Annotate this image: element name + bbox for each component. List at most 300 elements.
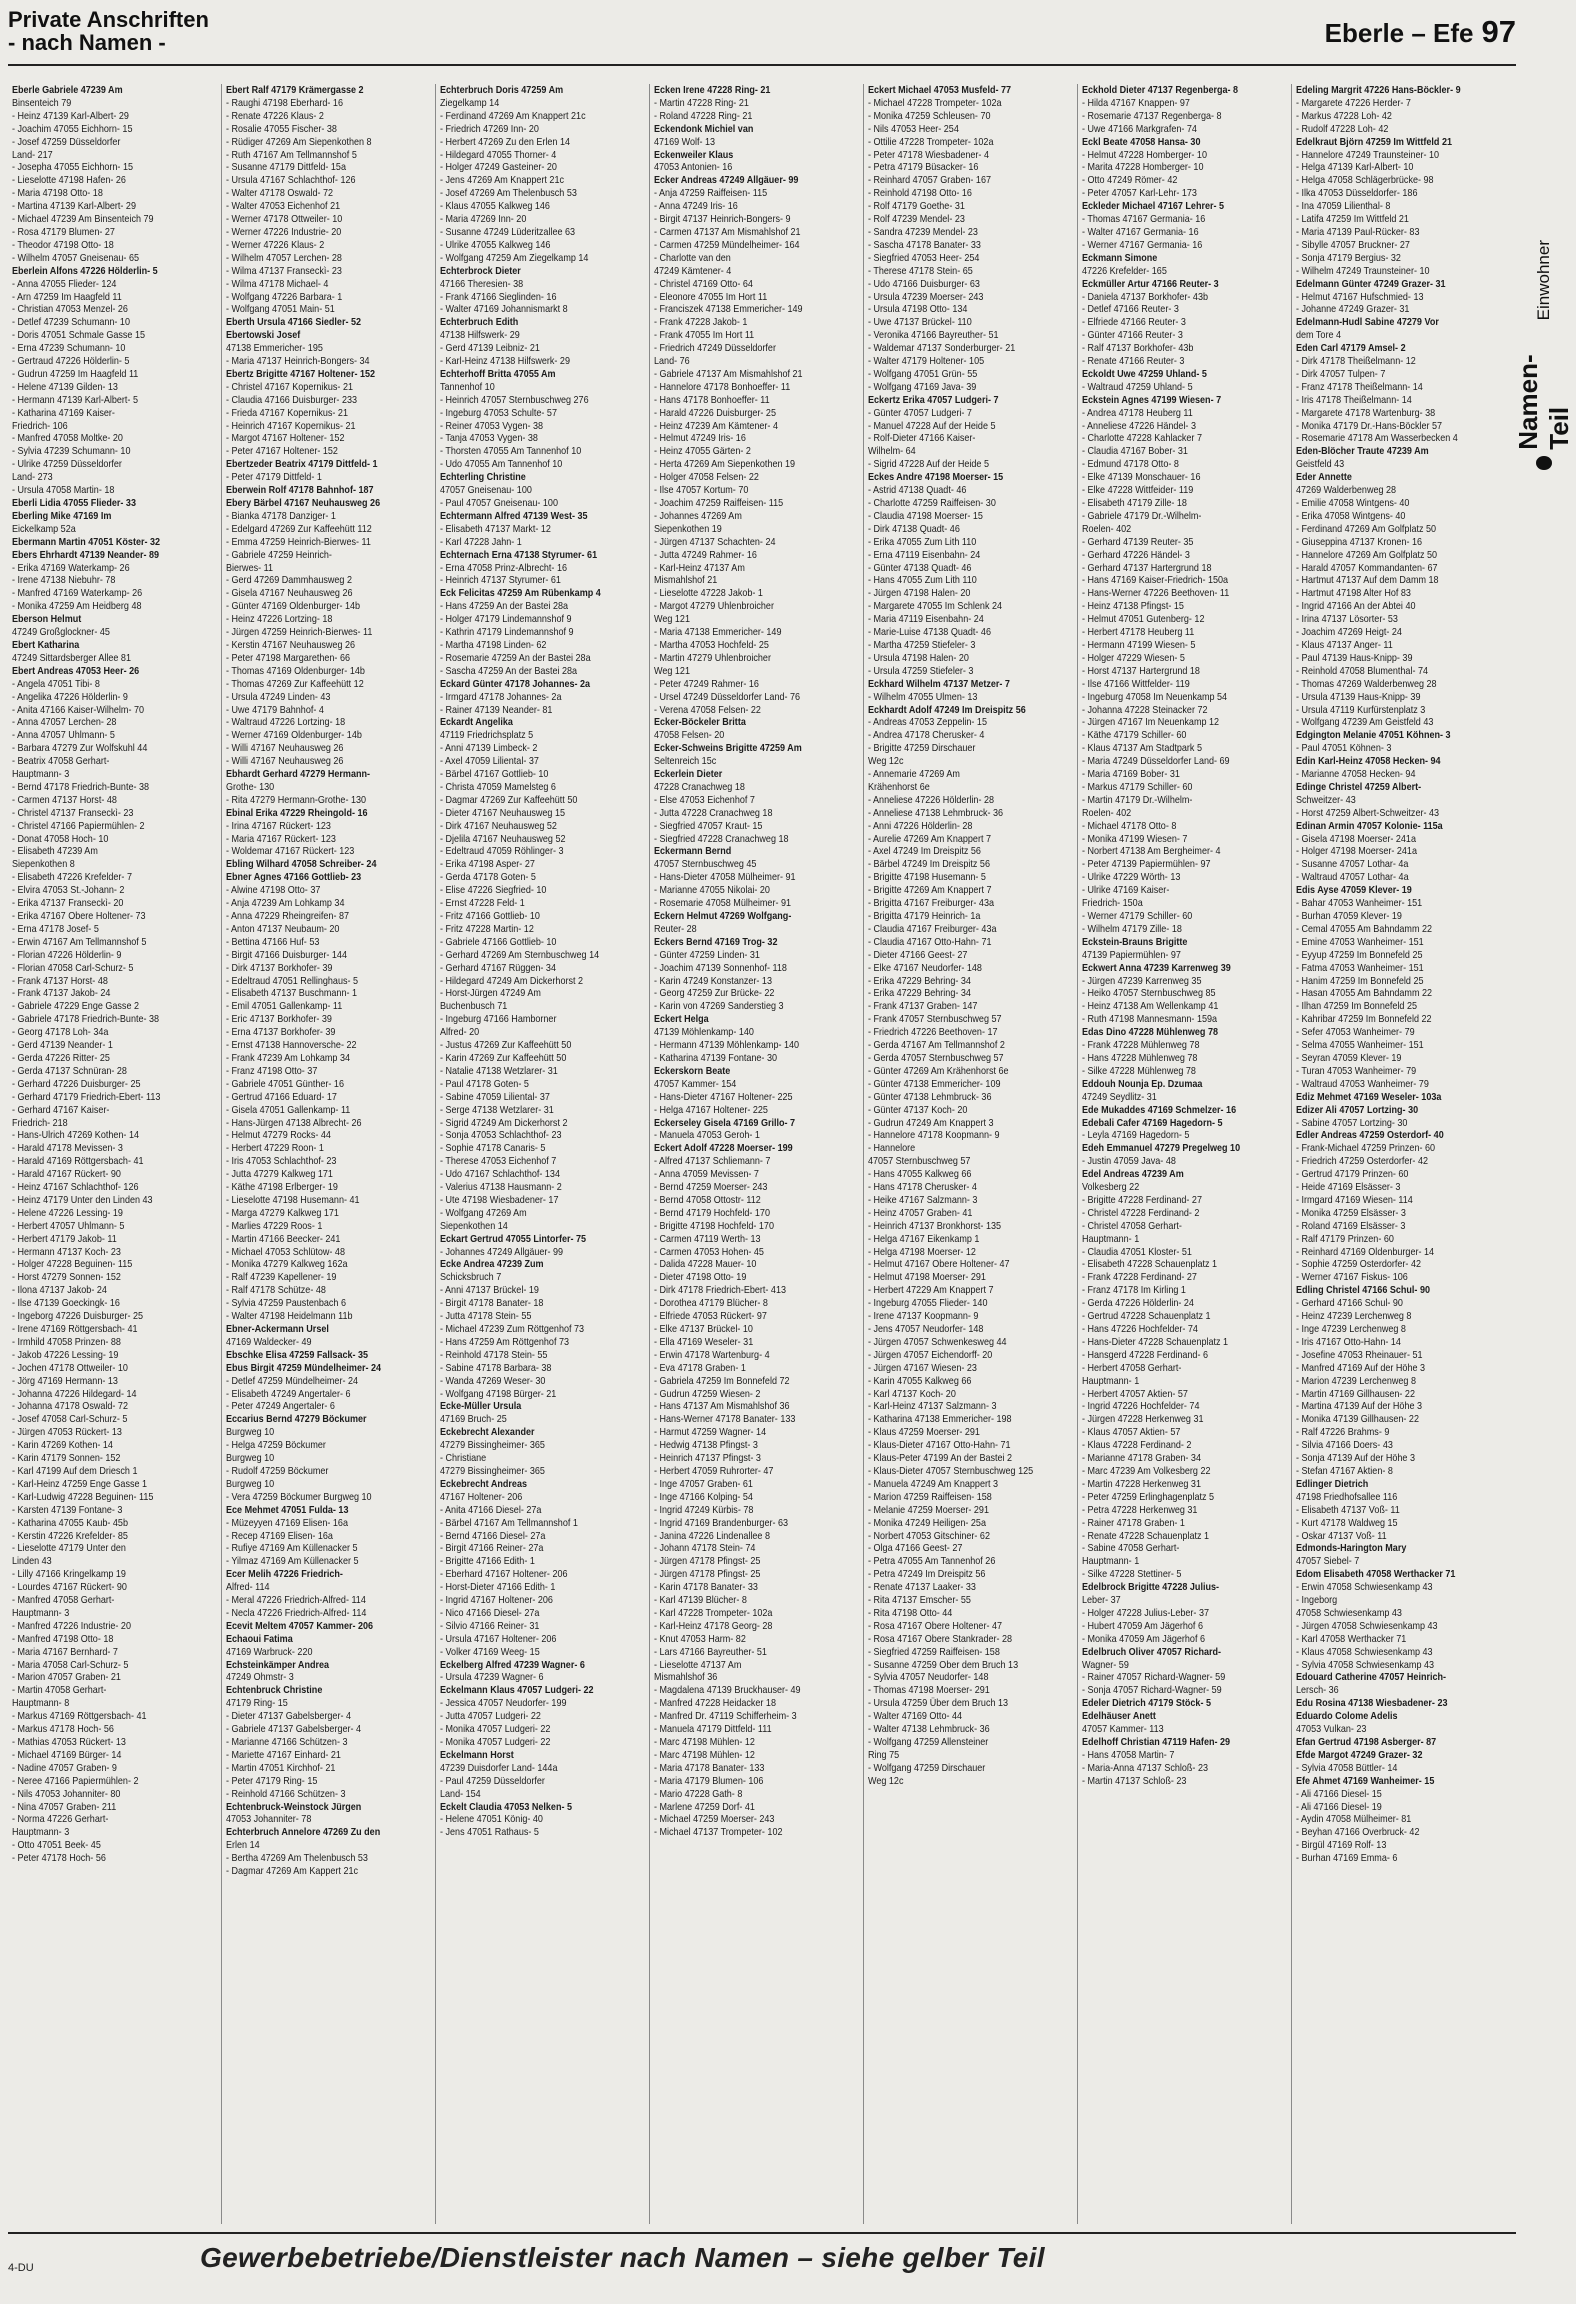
directory-entry: - Ursula 47058 Martin- 18 — [12, 484, 115, 497]
surname-entry: Eberling Mike 47169 Im — [12, 509, 112, 522]
directory-entry: - Manfred 47169 Auf der Höhe 3 — [1296, 1361, 1426, 1374]
page-range-header — [1325, 14, 1516, 50]
directory-entry: - Marianne 47055 Nikolai- 20 — [654, 884, 770, 897]
directory-entry: - Katharina 47139 Fontane- 30 — [654, 1051, 778, 1064]
directory-entry: - Heinz 47055 Gärten- 2 — [654, 445, 751, 458]
directory-entry: - Heinz 47138 Pfingst- 15 — [1082, 600, 1184, 613]
directory-entry: - Elisabeth 47249 Angertaler- 6 — [226, 1387, 351, 1400]
directory-entry: - Erika 47198 Asper- 27 — [440, 858, 535, 871]
directory-entry: Weg 121 — [654, 613, 690, 626]
directory-entry: - Volker 47169 Weeg- 15 — [440, 1645, 540, 1658]
directory-entry: - Ingeburg 47055 Flieder- 140 — [868, 1297, 988, 1310]
surname-entry: Echterling Christine — [440, 471, 526, 484]
directory-entry: - Holger 47249 Gasteiner- 20 — [440, 161, 557, 174]
directory-entry: Alfred- 20 — [440, 1026, 480, 1039]
directory-entry: - Jürgen 47167 Im Neuenkamp 12 — [1082, 716, 1220, 729]
directory-entry: - Doris 47051 Schmale Gasse 15 — [12, 329, 146, 342]
directory-entry: Krähenhorst 6e — [868, 780, 930, 793]
directory-entry: - Peter 47057 Karl-Lehr- 173 — [1082, 187, 1197, 200]
surname-entry: Eckl Beate 47058 Hansa- 30 — [1082, 135, 1201, 148]
directory-entry: - Marc 47198 Mühlen- 12 — [654, 1748, 755, 1761]
surname-entry: Eckert Michael 47053 Musfeld- 77 — [868, 84, 1012, 96]
directory-entry: - Josef 47259 Düsseldorfer — [12, 135, 121, 148]
directory-entry: - Norma 47226 Gerhart- — [12, 1813, 109, 1826]
surname-entry: Edling Christel 47166 Schul- 90 — [1296, 1284, 1430, 1297]
directory-entry: - Joachim 47269 Heigt- 24 — [1296, 626, 1402, 639]
surname-entry: Eckert Helga — [654, 1013, 709, 1026]
directory-entry: - Frank 47228 Mühlenweg 78 — [1082, 1039, 1200, 1052]
directory-entry: Burgweg 10 — [226, 1452, 275, 1465]
directory-entry: - Harald 47169 Röttgersbach- 41 — [12, 1155, 144, 1168]
surname-entry: Eder Annette — [1296, 471, 1352, 484]
directory-entry: - Michael 47239 Zum Röttgenhof 73 — [440, 1323, 585, 1335]
directory-entry: 47139 Papiermühlen- 97 — [1082, 948, 1181, 961]
directory-entry: - Ingeborg 47226 Duisburger- 25 — [12, 1310, 144, 1323]
directory-entry: - Heinrich 47137 Pfingst- 3 — [654, 1452, 761, 1465]
directory-entry: - Ursula 47259 Stiefeler- 3 — [868, 664, 974, 677]
directory-entry: - Elisabeth 47179 Zille- 18 — [1082, 497, 1187, 509]
directory-entry: - Manfred 47198 Otto- 18 — [12, 1632, 114, 1645]
directory-entry: - Horst 47137 Hartergrund 18 — [1082, 664, 1200, 677]
directory-entry: - Vera 47259 Böckumer Burgweg 10 — [226, 1490, 372, 1503]
surname-entry: Eberle Gabriele 47239 Am — [12, 84, 123, 96]
directory-entry: - Jürgen 47259 Heinrich-Bierwes- 11 — [226, 626, 373, 639]
surname-entry: Echtenbruck Christine — [226, 1684, 323, 1697]
bullet-icon — [1536, 456, 1552, 470]
directory-entry: - Hans 47226 Hochfelder- 74 — [1082, 1323, 1198, 1335]
directory-entry: - Christel 47167 Kopernikus- 21 — [226, 380, 353, 393]
directory-entry: - Walter 47198 Heidelmann 11b — [226, 1310, 353, 1323]
directory-entry: - Gerda 47137 Schnüran- 28 — [12, 1064, 127, 1077]
directory-entry: - Karin 47055 Kalkweg 66 — [868, 1374, 972, 1387]
directory-entry: - Gerhard 47226 Duisburger- 25 — [12, 1077, 141, 1090]
directory-entry: - Anna 47059 Mevissen- 7 — [654, 1168, 759, 1181]
directory-entry: - Sylvia 47058 Büttler- 14 — [1296, 1761, 1398, 1774]
directory-entry: - Birgit 47137 Heinrich-Bongers- 9 — [654, 213, 791, 226]
directory-entry: - Gisela 47198 Moerser- 241a — [1296, 832, 1416, 845]
directory-entry: - Christel 47058 Gerhart- — [1082, 1219, 1182, 1232]
directory-entry: - Arn 47259 Im Haagfeld 11 — [12, 290, 122, 303]
directory-entry: - Fatma 47053 Wanheimer- 151 — [1296, 961, 1424, 974]
directory-entry: - Helmut 47167 Hufschmied- 13 — [1296, 290, 1424, 303]
surname-entry: Eckard Günter 47178 Johannes- 2a — [440, 677, 591, 690]
directory-entry: - Dirk 47138 Quadt- 46 — [868, 522, 960, 535]
directory-entry: - Gerhard 47269 Am Sternbuschweg 14 — [440, 948, 600, 961]
surname-entry: Eckelt Claudia 47053 Nelken- 5 — [440, 1800, 573, 1813]
directory-entry: - Uwe 47137 Brückel- 110 — [868, 316, 972, 329]
directory-entry: - Elke 47137 Brückel- 10 — [654, 1323, 753, 1335]
directory-entry: - Johann 47178 Stein- 74 — [654, 1542, 756, 1555]
directory-entry: - Michael 47228 Trompeter- 102a — [868, 96, 1002, 109]
directory-entry: - Erna 47178 Josef- 5 — [12, 922, 99, 935]
surname-entry: Eckhard Wilhelm 47137 Metzer- 7 — [868, 677, 1010, 690]
directory-entry: - Marita 47228 Homberger- 10 — [1082, 161, 1204, 174]
section-tab-title: Namen-Teil — [1513, 354, 1574, 450]
directory-entry: - Petra 47228 Herkenweg 31 — [1082, 1503, 1198, 1516]
directory-entry: - Detlef 47259 Mündelheimer- 24 — [226, 1374, 359, 1387]
directory-entry: - Karin 47269 Kothen- 14 — [12, 1439, 113, 1452]
directory-entry: - Johanna 47228 Steinacker 72 — [1082, 703, 1208, 716]
directory-entry: - Elfriede 47166 Reuter- 3 — [1082, 316, 1186, 329]
directory-entry: - Elisabeth 47137 Voß- 11 — [1296, 1503, 1400, 1516]
directory-entry: - Reinhold 47058 Blumenthal- 74 — [1296, 664, 1429, 677]
directory-entry: - Petra 47249 Im Dreispitz 56 — [868, 1568, 986, 1581]
surname-entry: Edizer Ali 47057 Lortzing- 30 — [1296, 1103, 1419, 1116]
directory-entry: - Monika 47279 Kalkweg 162a — [226, 1258, 348, 1271]
directory-entry: - Susanne 47179 Dittfeld- 15a — [226, 161, 346, 174]
directory-entry: - Helga 47259 Böckumer — [226, 1439, 326, 1452]
directory-entry: - Klaus 47058 Schwiesenkamp 43 — [1296, 1645, 1433, 1658]
directory-entry: - Gertrud 47179 Prinzen- 60 — [1296, 1168, 1409, 1181]
directory-entry: - Rosalie 47055 Fischer- 38 — [226, 122, 337, 135]
directory-entry: 47198 Friedhofsallee 116 — [1296, 1490, 1398, 1503]
directory-entry: - Ralf 47239 Kapellener- 19 — [226, 1271, 337, 1284]
directory-entry: - Bernd 47166 Diesel- 27a — [440, 1529, 546, 1542]
directory-entry: - Udo 47167 Schlachthof- 134 — [440, 1168, 560, 1181]
directory-entry: - Siegfried 47053 Heer- 254 — [868, 251, 980, 264]
directory-entry: - Paul 47051 Köhnen- 3 — [1296, 742, 1392, 755]
directory-entry: - Marion 47239 Lerchenweg 8 — [1296, 1374, 1416, 1387]
directory-entry: - Dirk 47178 Theißelmann- 12 — [1296, 355, 1416, 368]
directory-entry: - Harald 47167 Rückert- 90 — [12, 1168, 121, 1181]
directory-entry: - Hanim 47259 Im Bonnefeld 25 — [1296, 974, 1424, 987]
directory-entry: - Georg 47259 Zur Brücke- 22 — [654, 987, 775, 1000]
directory-entry: - Sascha 47259 An der Bastei 28a — [440, 664, 578, 677]
directory-entry: - Maria 47249 Düsseldorfer Land- 69 — [1082, 755, 1230, 768]
directory-entry: 47057 Siebel- 7 — [1296, 1555, 1360, 1568]
surname-entry: Edis Ayse 47059 Klever- 19 — [1296, 884, 1412, 897]
directory-entry: - Dieter 47166 Geest- 27 — [868, 948, 968, 961]
directory-entry: - Alfred 47137 Schliemann- 7 — [654, 1155, 771, 1168]
directory-entry: - Claudia 47198 Moerser- 15 — [868, 509, 983, 522]
directory-entry: - Karl-Heinz 47137 Salzmann- 3 — [868, 1400, 997, 1413]
surname-entry: Eckert Adolf 47228 Moerser- 199 — [654, 1142, 793, 1155]
directory-entry: Buchenbusch 71 — [440, 1000, 508, 1013]
directory-entry: - Klaus 47137 Anger- 11 — [1296, 638, 1393, 651]
directory-entry: Siepenkothen 14 — [440, 1219, 508, 1232]
directory-entry: - Jürgen 47058 Schwiesenkamp 43 — [1296, 1619, 1438, 1632]
directory-entry: - Ulrike 47259 Düsseldorfer — [12, 458, 122, 471]
directory-entry: - Karl 47228 Jahn- 1 — [440, 535, 522, 548]
directory-entry: - Dirk 47167 Neuhausweg 52 — [440, 819, 557, 832]
directory-entry: - Jürgen 47057 Eichendorff- 20 — [868, 1348, 993, 1361]
surname-entry: Eckleder Michael 47167 Lehrer- 5 — [1082, 200, 1225, 213]
directory-entry: - Uwe 47166 Markgrafen- 74 — [1082, 122, 1197, 135]
directory-entry: - Peter 47249 Angertaler- 6 — [226, 1400, 335, 1413]
directory-entry: - Jutta 47057 Ludgeri- 22 — [440, 1710, 541, 1723]
directory-entry: - Christel 47169 Otto- 64 — [654, 277, 753, 290]
directory-entry: - Johanne 47249 Grazer- 31 — [1296, 303, 1410, 316]
directory-entry: - Elke 47228 Wittfeider- 119 — [1082, 484, 1194, 497]
directory-entry: - Wilhelm 47055 Ulmen- 13 — [868, 690, 978, 703]
directory-entry: - Frank 47239 Am Lohkamp 34 — [226, 1051, 350, 1064]
directory-entry: - Martina 47139 Karl-Albert- 29 — [12, 200, 136, 213]
directory-entry: - Serge 47138 Wetzlarer- 31 — [440, 1103, 554, 1116]
directory-entry: 47228 Cranachweg 18 — [654, 780, 745, 793]
directory-entry: - Gerd 47139 Neander- 1 — [12, 1039, 113, 1052]
directory-entry: - Karl-Heinz 47137 Am — [654, 561, 745, 574]
directory-entry: - Nico 47166 Diesel- 27a — [440, 1606, 540, 1619]
directory-entry: - Wanda 47269 Weser- 30 — [440, 1374, 546, 1387]
directory-entry: - Andrea 47178 Cherusker- 4 — [868, 729, 985, 742]
directory-entry: - Maria 47179 Blumen- 106 — [654, 1774, 764, 1787]
directory-entry: - Ina 47059 Lilienthal- 8 — [1296, 200, 1391, 213]
directory-entry: - Frank-Michael 47259 Prinzen- 60 — [1296, 1142, 1436, 1155]
directory-entry: - Ingeburg 47058 Im Neuenkamp 54 — [1082, 690, 1228, 703]
directory-entry: - Martin 47279 Uhlenbroicher — [654, 651, 771, 664]
directory-entry: - Heinz 47239 Lerchenweg 8 — [1296, 1310, 1412, 1323]
directory-entry: - Siegfried 47259 Raiffeisen- 158 — [868, 1645, 1000, 1658]
surname-entry: Ebus Birgit 47259 Mündelheimer- 24 — [226, 1361, 382, 1374]
surname-entry: Ebert Ralf 47179 Krämergasse 2 — [226, 84, 364, 96]
directory-entry: - Ursula 47198 Otto- 134 — [868, 303, 968, 316]
surname-entry: Eckebrecht Andreas — [440, 1477, 527, 1490]
directory-entry: 47249 Seydlitz- 31 — [1082, 1090, 1157, 1103]
directory-entry: - Jutta 47279 Kalkweg 171 — [226, 1168, 333, 1181]
directory-entry: - Edeltraud 47051 Rellinghaus- 5 — [226, 974, 359, 987]
directory-entry: - Markus 47228 Loh- 42 — [1296, 109, 1392, 122]
directory-entry: - Maria 47169 Bober- 31 — [1082, 768, 1180, 781]
directory-entry: - Sefer 47053 Wanheimer- 79 — [1296, 1026, 1415, 1039]
directory-entry: - Manfred 47058 Moltke- 20 — [12, 432, 123, 445]
running-title — [8, 8, 209, 54]
directory-entry: - Walter 47178 Oswald- 72 — [226, 187, 334, 200]
directory-entry: - Ingeborg — [1296, 1594, 1338, 1607]
directory-entry: 47179 Ring- 15 — [226, 1697, 288, 1710]
directory-entry: - Turan 47053 Wanheimer- 79 — [1296, 1064, 1417, 1077]
directory-entry: - Friedrich 47269 Inn- 20 — [440, 122, 539, 135]
directory-entry: Wagner- 59 — [1082, 1658, 1129, 1671]
directory-entry: - Franz 47178 Im Kirling 1 — [1082, 1284, 1186, 1297]
directory-entry: - Eleonore 47055 Im Hort 11 — [654, 290, 768, 303]
directory-entry: - Frank 47166 Sieglinden- 16 — [440, 290, 557, 303]
header-rule — [8, 64, 1516, 66]
directory-entry: - Inge 47166 Kolping- 54 — [654, 1490, 753, 1503]
directory-entry: - Monika 47249 Heiligen- 25a — [868, 1516, 986, 1529]
directory-entry: - Hans-Werner 47226 Beethoven- 11 — [1082, 587, 1230, 600]
directory-entry: dem Tore 4 — [1296, 329, 1342, 342]
directory-entry: - Valerius 47138 Hausmann- 2 — [440, 1181, 562, 1194]
directory-entry: - Elisabeth 47226 Krefelder- 7 — [12, 871, 132, 884]
directory-entry: - Peter 47178 Hoch- 56 — [12, 1852, 106, 1865]
directory-entry: Ring 75 — [868, 1748, 900, 1761]
directory-entry: - Müzeyyen 47169 Elisen- 16a — [226, 1516, 348, 1529]
directory-entry: - Eric 47137 Borkhofer- 39 — [226, 1013, 332, 1026]
directory-entry: - Hartmut 47137 Auf dem Damm 18 — [1296, 574, 1439, 587]
surname-entry: Eckart Gertrud 47055 Lintorfer- 75 — [440, 1232, 587, 1245]
surname-entry: Ebling Wilhard 47058 Schreiber- 24 — [226, 858, 377, 871]
directory-entry: - Maria 47198 Otto- 18 — [12, 187, 103, 200]
directory-entry: - Karl 47199 Auf dem Driesch 1 — [12, 1464, 138, 1477]
directory-entry: - Anita 47166 Kaiser-Wilhelm- 70 — [12, 703, 145, 716]
directory-entry: - Ursula 47139 Haus-Knipp- 39 — [1296, 690, 1421, 703]
directory-entry: - Hedwig 47138 Pfingst- 3 — [654, 1439, 758, 1452]
directory-entry: - Hans 47228 Mühlenweg 78 — [1082, 1051, 1198, 1064]
directory-entry: - Christian 47053 Menzel- 26 — [12, 303, 128, 316]
directory-entry: - Bahar 47053 Wanheimer- 151 — [1296, 897, 1423, 910]
surname-entry: Ecker-Böckeler Britta — [654, 716, 746, 729]
directory-entry: - Dirk 47057 Tulpen- 7 — [1296, 367, 1386, 380]
directory-entry: - Katharina 47138 Emmericher- 198 — [868, 1413, 1012, 1426]
directory-entry: - Martha 47053 Hochfeld- 25 — [654, 638, 769, 651]
directory-entry: - Lieselotte 47137 Am — [654, 1658, 742, 1671]
surname-entry: Edelmann-Hudl Sabine 47279 Vor — [1296, 316, 1439, 329]
directory-entry: - Neree 47166 Papiermühlen- 2 — [12, 1774, 139, 1787]
surname-entry: Ecke Andrea 47239 Zum — [440, 1258, 544, 1271]
surname-entry: Edinge Christel 47259 Albert- — [1296, 780, 1422, 793]
directory-entry: - Jens 47057 Neudorfer- 148 — [868, 1323, 984, 1335]
directory-entry: - Irmgard 47169 Wiesen- 114 — [1296, 1193, 1413, 1206]
directory-entry: - Johanna 47178 Oswald- 72 — [12, 1400, 128, 1413]
directory-entry: Roelen- 402 — [1082, 522, 1132, 535]
directory-entry: - Sonja 47179 Bergius- 32 — [1296, 251, 1401, 264]
directory-entry: - Werner 47226 Industrie- 20 — [226, 225, 342, 238]
directory-entry: - Renate 47226 Klaus- 2 — [226, 109, 324, 122]
directory-entry: - Herbert 47058 Gerhart- — [1082, 1361, 1182, 1374]
directory-entry: - Gerd 47139 Leibniz- 21 — [440, 342, 540, 355]
directory-entry: - Hilda 47167 Knappen- 97 — [1082, 96, 1190, 109]
directory-entry: - Holger 47229 Wiesen- 5 — [1082, 651, 1185, 664]
directory-entry: - Bernd 47178 Friedrich-Bunte- 38 — [12, 780, 150, 793]
directory-entry: - Franz 47178 Theißelmann- 14 — [1296, 380, 1423, 393]
directory-entry: - Justin 47059 Java- 48 — [1082, 1155, 1176, 1168]
directory-entry: - Erika 47137 Franseckì- 20 — [12, 897, 124, 910]
directory-entry: - Cemal 47055 Am Bahndamm 22 — [1296, 922, 1433, 935]
directory-entry: - Paul 47178 Goten- 5 — [440, 1077, 529, 1090]
directory-entry: Leber- 37 — [1082, 1594, 1121, 1607]
directory-entry: - Anni 47137 Brückel- 19 — [440, 1284, 539, 1297]
directory-entry: 47053 Vulkan- 23 — [1296, 1723, 1367, 1736]
directory-entry: 47239 Duisdorfer Land- 144a — [440, 1761, 558, 1774]
directory-entry: - Thomas 47269 Walderbenweg 28 — [1296, 677, 1437, 690]
directory-entry: - Margarete 47226 Herder- 7 — [1296, 96, 1411, 109]
directory-entry: - Elisabeth 47239 Am — [12, 845, 98, 858]
directory-entry: - Waltraud 47259 Uhland- 5 — [1082, 380, 1193, 393]
directory-entry: - Reinhold 47178 Stein- 55 — [440, 1348, 548, 1361]
directory-entry: - Ursula 47198 Halen- 20 — [868, 651, 969, 664]
surname-entry: Eckelmann Horst — [440, 1748, 514, 1761]
directory-entry: 47139 Möhlenkamp- 140 — [654, 1026, 754, 1039]
directory-entry: - Anni 47226 Hölderlin- 28 — [868, 819, 973, 832]
directory-entry: - Angela 47051 Tibi- 8 — [12, 677, 100, 690]
directory-entry: - Frank 47228 Ferdinand- 27 — [1082, 1271, 1197, 1284]
directory-entry: - Karl 47228 Trompeter- 102a — [654, 1606, 773, 1619]
surname-entry: Eberson Helmut — [12, 613, 82, 626]
directory-entry: - Gerhard 47179 Friedrich-Ebert- 113 — [12, 1090, 161, 1103]
directory-entry: - Susanne 47249 Lüderitzallee 63 — [440, 225, 576, 238]
directory-entry: - Katharina 47169 Kaiser- — [12, 406, 115, 419]
surname-entry: Ebermann Martin 47051 Köster- 32 — [12, 535, 161, 548]
directory-entry: - Reinhard 47169 Oldenburger- 14 — [1296, 1245, 1435, 1258]
directory-entry: - Holger 47179 Lindemannshof 9 — [440, 613, 572, 626]
directory-entry: - Irina 47167 Rückert- 123 — [226, 819, 331, 832]
directory-entry: Schicksbruch 7 — [440, 1271, 502, 1284]
surname-entry: Edgington Melanie 47051 Köhnen- 3 — [1296, 729, 1451, 742]
directory-entry: - Gudrun 47259 Wiesen- 2 — [654, 1387, 761, 1400]
directory-entry: - Marion 47259 Raiffeisen- 158 — [868, 1490, 992, 1503]
directory-entry: - Bertha 47269 Am Thelenbusch 53 — [226, 1852, 368, 1865]
directory-entry: 47053 Johanniter- 78 — [226, 1813, 312, 1826]
directory-entry: - Marion 47057 Graben- 21 — [12, 1671, 121, 1684]
directory-entry: - Waltraud 47057 Lothar- 4a — [1296, 871, 1409, 884]
directory-entry: - Jürgen 47057 Schwenkesweg 44 — [868, 1335, 1007, 1348]
directory-entry: - Irene 47169 Röttgersbach- 41 — [12, 1323, 138, 1335]
directory-entry: - Ursula 47249 Linden- 43 — [226, 690, 331, 703]
surname-entry: Ebertzeder Beatrix 47179 Dittfeld- 1 — [226, 458, 378, 471]
directory-entry: - Ursel 47249 Düsseldorfer Land- 76 — [654, 690, 801, 703]
directory-entry: Roelen- 402 — [1082, 806, 1132, 819]
directory-entry: - Holger 47228 Julius-Leber- 37 — [1082, 1606, 1209, 1619]
directory-entry: - Anneliese 47226 Hölderlin- 28 — [868, 793, 995, 806]
directory-entry: - Heinz 47226 Lortzing- 18 — [226, 613, 333, 626]
directory-entry: - Ali 47166 Diesel- 19 — [1296, 1800, 1382, 1813]
directory-entry: - Maria 47139 Paul-Rücker- 83 — [1296, 225, 1420, 238]
directory-entry: - Erika 47169 Waterkamp- 26 — [12, 561, 130, 574]
directory-entry: - Dieter 47198 Otto- 19 — [654, 1271, 747, 1284]
surname-entry: Eckerskorn Beate — [654, 1064, 731, 1077]
directory-entry: - Anni 47139 Limbeck- 2 — [440, 742, 538, 755]
directory-entry: - Nina 47057 Graben- 211 — [12, 1800, 117, 1813]
directory-entry: 47057 Kammer- 113 — [1082, 1723, 1164, 1736]
surname-entry: Eckenweiler Klaus — [654, 148, 734, 161]
surname-entry: Eckardt Angelika — [440, 716, 513, 729]
directory-entry: - Hans 47058 Martin- 7 — [1082, 1748, 1175, 1761]
directory-entry: - Detlef 47166 Reuter- 3 — [1082, 303, 1179, 316]
directory-entry: - Rainer 47057 Richard-Wagner- 59 — [1082, 1671, 1226, 1684]
directory-entry: - Brigitta 47179 Heinrich- 1a — [868, 910, 981, 922]
directory-entry: - Harald 47226 Duisburger- 25 — [654, 406, 776, 419]
directory-entry: - Ferdinand 47269 Am Knappert 21c — [440, 109, 586, 122]
directory-entry: - Martin 47228 Herkenweg 31 — [1082, 1477, 1201, 1490]
directory-entry: Linden 43 — [12, 1555, 52, 1568]
surname-entry: Echterhoff Britta 47055 Am — [440, 367, 556, 380]
directory-entry: - Anita 47166 Diesel- 27a — [440, 1503, 542, 1516]
directory-entry: - Thomas 47198 Moerser- 291 — [868, 1684, 990, 1697]
directory-entry: Burgweg 10 — [226, 1477, 275, 1490]
directory-entry: - Frank 47137 Graben- 147 — [868, 1000, 978, 1013]
surname-entry: Eden Carl 47179 Amsel- 2 — [1296, 342, 1406, 355]
directory-entry: - Ute 47198 Wiesbadener- 17 — [440, 1193, 559, 1206]
directory-entry: 47058 Felsen- 20 — [654, 729, 725, 742]
directory-entry: 47057 Kammer- 154 — [654, 1077, 737, 1090]
directory-entry: - Janina 47226 Lindenallee 8 — [654, 1529, 770, 1542]
directory-entry: Siepenkothen 8 — [12, 858, 75, 871]
directory-entry: - Ilse 47139 Goeckingk- 16 — [12, 1297, 120, 1310]
directory-entry: - Käthe 47179 Schiller- 60 — [1082, 729, 1187, 742]
directory-entry: 47169 Waldecker- 49 — [226, 1335, 312, 1348]
directory-entry: 47249 Sittardsberger Allee 81 — [12, 651, 131, 664]
directory-entry: - Gertrud 47166 Eduard- 17 — [226, 1090, 337, 1103]
directory-entry: - Johanna 47226 Hildegard- 14 — [12, 1387, 137, 1400]
directory-entry: - Gerda 47057 Sternbuschweg 57 — [868, 1051, 1004, 1064]
surname-entry: Edelhäuser Anett — [1082, 1710, 1156, 1723]
directory-entry: - Günter 47138 Quadt- 46 — [868, 561, 972, 574]
surname-entry: Edu Rosina 47138 Wiesbadener- 23 — [1296, 1697, 1448, 1710]
directory-entry: - Birgit 47166 Reiner- 27a — [440, 1542, 544, 1555]
directory-entry: - Detlef 47239 Schumann- 10 — [12, 316, 130, 329]
directory-entry: - Wolfgang 47226 Barbara- 1 — [226, 290, 343, 303]
directory-entry: - Leyla 47169 Hagedorn- 5 — [1082, 1129, 1190, 1142]
directory-entry: 47249 Großglockner- 45 — [12, 626, 110, 639]
directory-entry: - Reinhard 47057 Graben- 167 — [868, 174, 991, 187]
directory-entry: - Jutta 47228 Cranachweg 18 — [654, 806, 773, 819]
directory-entry: - Christel 47166 Papiermühlen- 2 — [12, 819, 145, 832]
directory-entry: - Jutta 47178 Stein- 55 — [440, 1310, 532, 1323]
directory-entry: - Elise 47226 Siegfried- 10 — [440, 884, 547, 897]
directory-entry: - Ruth 47198 Mannesmann- 159a — [1082, 1013, 1218, 1026]
directory-column — [650, 84, 864, 2224]
directory-entry: - Walter 47167 Germania- 16 — [1082, 225, 1199, 238]
